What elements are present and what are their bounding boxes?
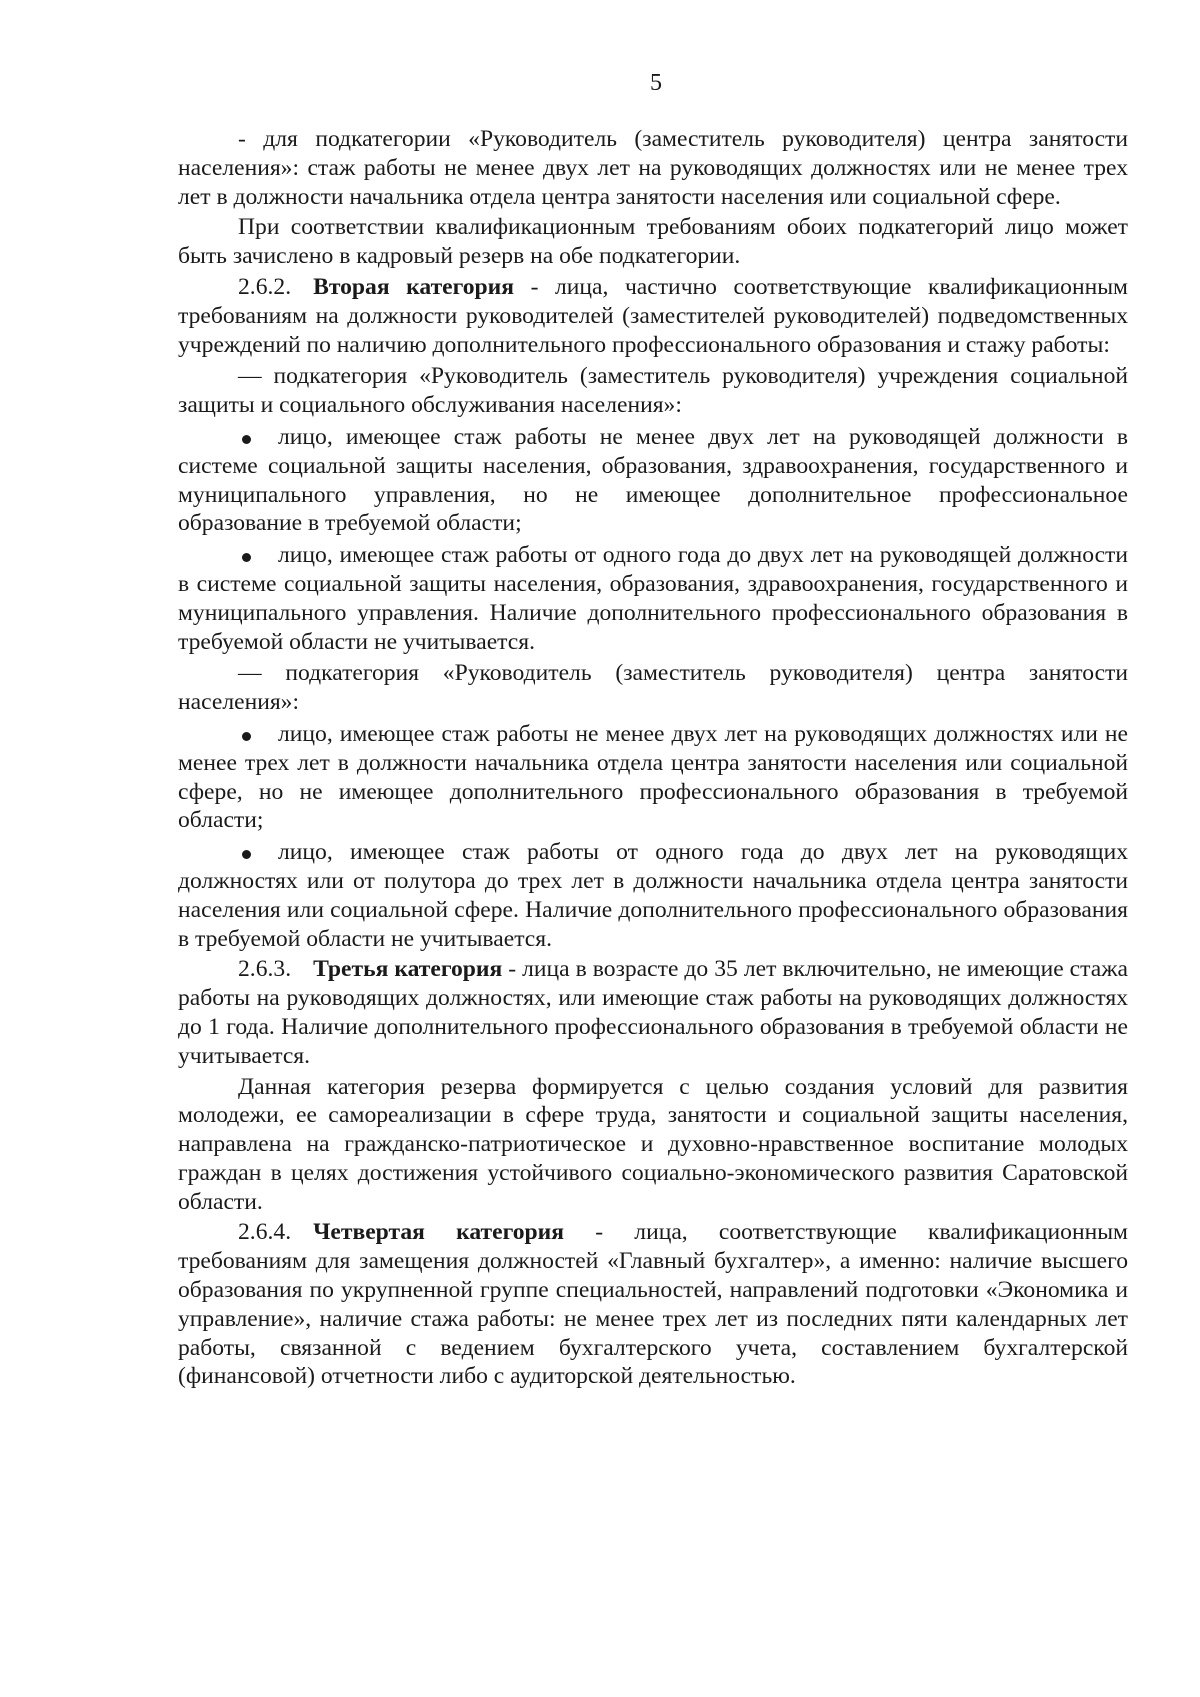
bullet-icon — [242, 732, 251, 741]
section-heading: Третья категория — [313, 956, 503, 983]
section-text: - лица, соответствующие квалификационным требованиям для замещения должностей «Главный бухгалтер», а именно: наличие высшего образования по укрупненной группе специальностей, направлений подготовки «Экономика и управление», наличие стажа работы: не менее трех лет из последних пяти календарных лет работы, связанной с ведением бухгалтерского учета, составлением бухгалтерской (финансовой) отчетности либо с аудиторской деятельностью. — [178, 1219, 1128, 1390]
paragraph-youth-reserve: Данная категория резерва формируется с целью создания условий для развития молодежи, ее самореализации в сфере труда, занятости и социальной защиты населения, направлена на гражданско-патриотическое и духовно-нравственное воспитание молодых граждан в целях достижения устойчивого социально-экономического развития Саратовской области. — [178, 1073, 1128, 1215]
section-number: 2.6.3. — [238, 956, 292, 983]
bullet-text: лицо, имеющее стаж работы от одного года до двух лет на руководящей должности в системе социальной защиты населения, образования, здравоохранения, государственного и муниципального управления. Наличие дополнительного профессионального образования в требуемой области не учитывается. — [178, 542, 1128, 655]
section-text: - лица, частично соответствующие квалификационным требованиям на должности руководителей (заместителей руководителей) подведомственных учреждений по наличию дополнительного профессионального образования и стажу работы: — [178, 273, 1128, 358]
bullet-icon — [242, 553, 251, 562]
paragraph-subcategory-employment-center-requirements: - для подкатегории «Руководитель (заместитель руководителя) центра занятости населения»: стаж работы не менее двух лет на руководящих должностях или не менее трех лет в должности начальника отдела центра занятости населения или социальной сфере. — [178, 126, 1128, 210]
section-heading: Вторая категория — [313, 273, 515, 300]
bullet-item — [178, 541, 1128, 656]
bullet-item — [178, 423, 1128, 538]
section-heading: Четвертая категория — [313, 1219, 565, 1246]
paragraph-both-subcategories: При соответствии квалификационным требованиям обоих подкатегорий лицо может быть зачислено в кадровый резерв на обе подкатегории. — [178, 214, 1128, 270]
section-2-6-4 — [178, 1218, 1128, 1391]
page-number: 5 — [650, 70, 662, 96]
subcategory-employment-center: — подкатегория «Руководитель (заместитель руководителя) центра занятости населения»: — [178, 660, 1128, 716]
bullet-item — [178, 838, 1128, 953]
section-2-6-2 — [178, 273, 1128, 359]
bullet-text: лицо, имеющее стаж работы не менее двух лет на руководящей должности в системе социальной защиты населения, образования, здравоохранения, государственного и муниципального управления, но не имеющее дополнительное профессиональное образование в требуемой области; — [178, 423, 1128, 537]
subcategory-social-protection: — подкатегория «Руководитель (заместитель руководителя) учреждения социальной защиты и социального обслуживания населения»: — [178, 363, 1128, 419]
bullet-text: лицо, имеющее стаж работы не менее двух лет на руководящих должностях или не менее трех лет в должности начальника отдела центра занятости населения или социальной сфере, но не имеющее дополнительного профессионального образования в требуемой области; — [178, 720, 1128, 834]
bullet-item — [178, 720, 1128, 835]
bullet-text: лицо, имеющее стаж работы от одного года до двух лет на руководящих должностях или от полутора до трех лет в должности начальника отдела центра занятости населения или социальной сфере. Наличие дополнительного профессионального образования в требуемой области не учитывается. — [178, 839, 1128, 952]
bullet-icon — [242, 850, 251, 859]
section-text: - лица в возрасте до 35 лет включительно, не имеющие стажа работы на руководящих должностях, или имеющие стаж работы на руководящих должностях до 1 года. Наличие дополнительного профессионального образования в требуемой области не учитывается. — [178, 956, 1128, 1069]
section-number: 2.6.4. — [238, 1219, 292, 1246]
section-2-6-3 — [178, 955, 1128, 1070]
bullet-icon — [242, 435, 251, 444]
section-number: 2.6.2. — [238, 273, 292, 300]
document-body — [178, 125, 1128, 1391]
